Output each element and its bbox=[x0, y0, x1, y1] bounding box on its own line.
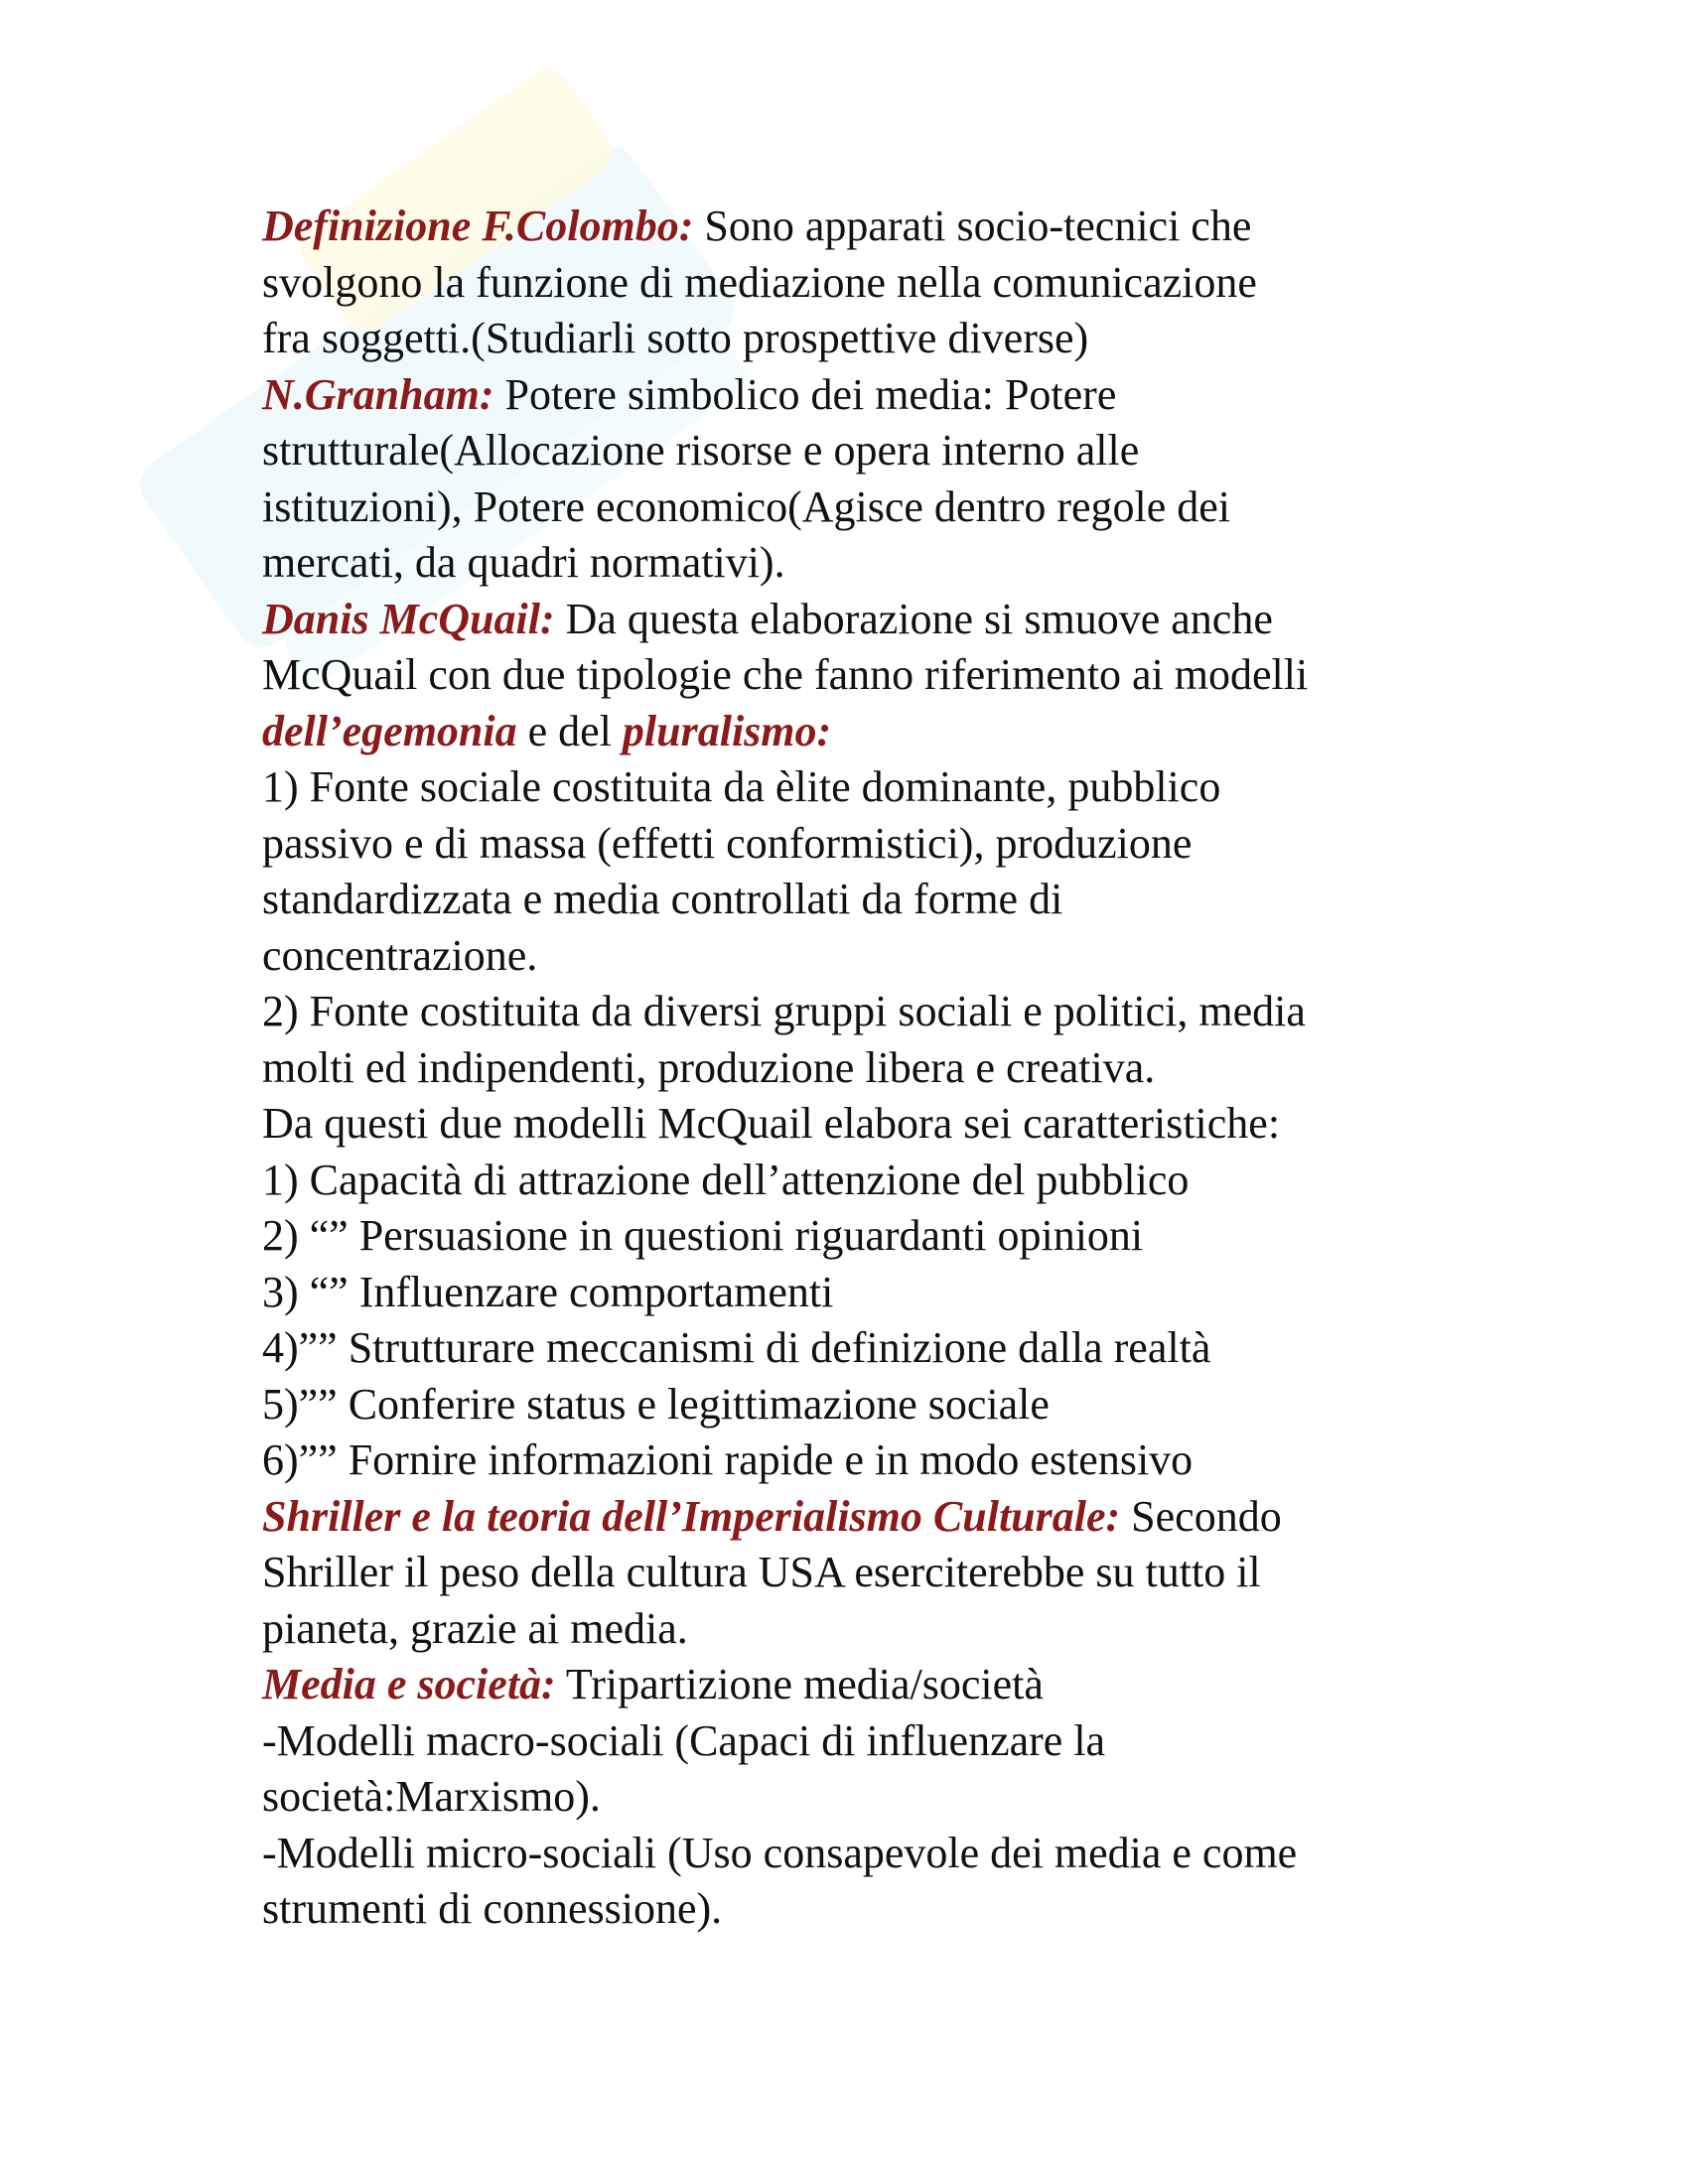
text-line bbox=[262, 535, 1454, 592]
body-text: molti ed indipendenti, produzione libera e creativa. bbox=[262, 1042, 1156, 1092]
text-line bbox=[262, 872, 1454, 928]
text-line bbox=[262, 1040, 1454, 1097]
keyword-heading: pluralismo: bbox=[622, 706, 832, 755]
body-text: pianeta, grazie ai media. bbox=[262, 1603, 688, 1653]
keyword-heading: N.Granham: bbox=[262, 369, 494, 419]
body-text: fra soggetti.(Studiarli sotto prospettive diverse) bbox=[262, 314, 1089, 362]
keyword-heading: Media e società: bbox=[262, 1660, 556, 1708]
body-text: 5)”” Conferire status e legittimazione sociale bbox=[262, 1379, 1050, 1429]
body-text: -Modelli macro-sociali (Capaci di influenzare la bbox=[262, 1715, 1106, 1765]
body-text: e del bbox=[516, 706, 623, 755]
body-text: Potere simbolico dei media: Potere bbox=[493, 369, 1117, 419]
notes-text bbox=[262, 199, 1454, 1938]
text-line bbox=[262, 1657, 1454, 1713]
text-line bbox=[262, 984, 1454, 1040]
body-text: strumenti di connessione). bbox=[262, 1884, 723, 1933]
body-text: concentrazione. bbox=[262, 930, 538, 980]
body-text: società:Marxismo). bbox=[262, 1772, 601, 1821]
body-text: -Modelli micro-sociali (Uso consapevole dei media e come bbox=[262, 1828, 1298, 1877]
text-line bbox=[262, 1601, 1454, 1658]
body-text: Shriller il peso della cultura USA eserciterebbe su tutto il bbox=[262, 1548, 1261, 1596]
body-text: 3) “” Influenzare comportamenti bbox=[262, 1267, 834, 1316]
text-line bbox=[262, 1433, 1454, 1489]
text-line bbox=[262, 1096, 1454, 1153]
text-line bbox=[262, 423, 1454, 479]
text-line bbox=[262, 1377, 1454, 1433]
body-text: istituzioni), Potere economico(Agisce dentro regole dei bbox=[262, 481, 1231, 531]
text-line bbox=[262, 928, 1454, 985]
text-line bbox=[262, 1713, 1454, 1770]
keyword-heading: Definizione F.Colombo: bbox=[262, 202, 694, 250]
keyword-heading: Shriller e la teoria dell’Imperialismo Culturale: bbox=[262, 1491, 1121, 1541]
text-line bbox=[262, 1489, 1454, 1546]
body-text: 1) Capacità di attrazione dell’attenzione del pubblico bbox=[262, 1155, 1190, 1204]
body-text: 4)”” Strutturare meccanismi di definizione dalla realtà bbox=[262, 1323, 1211, 1372]
text-line bbox=[262, 1881, 1454, 1938]
body-text: 2) Fonte costituita da diversi gruppi sociali e politici, media bbox=[262, 987, 1306, 1035]
body-text: svolgono la funzione di mediazione nella comunicazione bbox=[262, 257, 1257, 307]
body-text: McQuail con due tipologie che fanno riferimento ai modelli bbox=[262, 650, 1309, 699]
text-line bbox=[262, 1153, 1454, 1209]
text-line bbox=[262, 759, 1454, 816]
text-line bbox=[262, 367, 1454, 424]
text-line bbox=[262, 1769, 1454, 1826]
text-line bbox=[262, 592, 1454, 648]
text-line bbox=[262, 816, 1454, 873]
text-line bbox=[262, 255, 1454, 312]
body-text: Da questa elaborazione si smuove anche bbox=[554, 594, 1273, 643]
text-line bbox=[262, 1265, 1454, 1321]
text-line bbox=[262, 311, 1454, 367]
text-line bbox=[262, 199, 1454, 255]
body-text: mercati, da quadri normativi). bbox=[262, 538, 785, 587]
body-text: Tripartizione media/società bbox=[555, 1660, 1044, 1708]
body-text: 1) Fonte sociale costituita da èlite dominante, pubblico bbox=[262, 762, 1221, 811]
body-text: 2) “” Persuasione in questioni riguardanti opinioni bbox=[262, 1211, 1144, 1260]
body-text: Da questi due modelli McQuail elabora sei caratteristiche: bbox=[262, 1099, 1281, 1148]
text-line bbox=[262, 1826, 1454, 1882]
body-text: passivo e di massa (effetti conformistici), produzione bbox=[262, 818, 1193, 868]
text-line bbox=[262, 704, 1454, 760]
body-text: Secondo bbox=[1120, 1491, 1282, 1541]
keyword-heading: dell’egemonia bbox=[262, 706, 517, 755]
text-line bbox=[262, 1320, 1454, 1377]
body-text: strutturale(Allocazione risorse e opera interno alle bbox=[262, 426, 1140, 475]
text-line bbox=[262, 479, 1454, 536]
body-text: Sono apparati socio-tecnici che bbox=[693, 202, 1252, 250]
body-text: 6)”” Fornire informazioni rapide e in modo estensivo bbox=[262, 1435, 1194, 1484]
text-line bbox=[262, 1545, 1454, 1601]
keyword-heading: Danis McQuail: bbox=[262, 594, 555, 643]
text-line bbox=[262, 647, 1454, 704]
body-text: standardizzata e media controllati da forme di bbox=[262, 875, 1063, 923]
text-line bbox=[262, 1208, 1454, 1265]
